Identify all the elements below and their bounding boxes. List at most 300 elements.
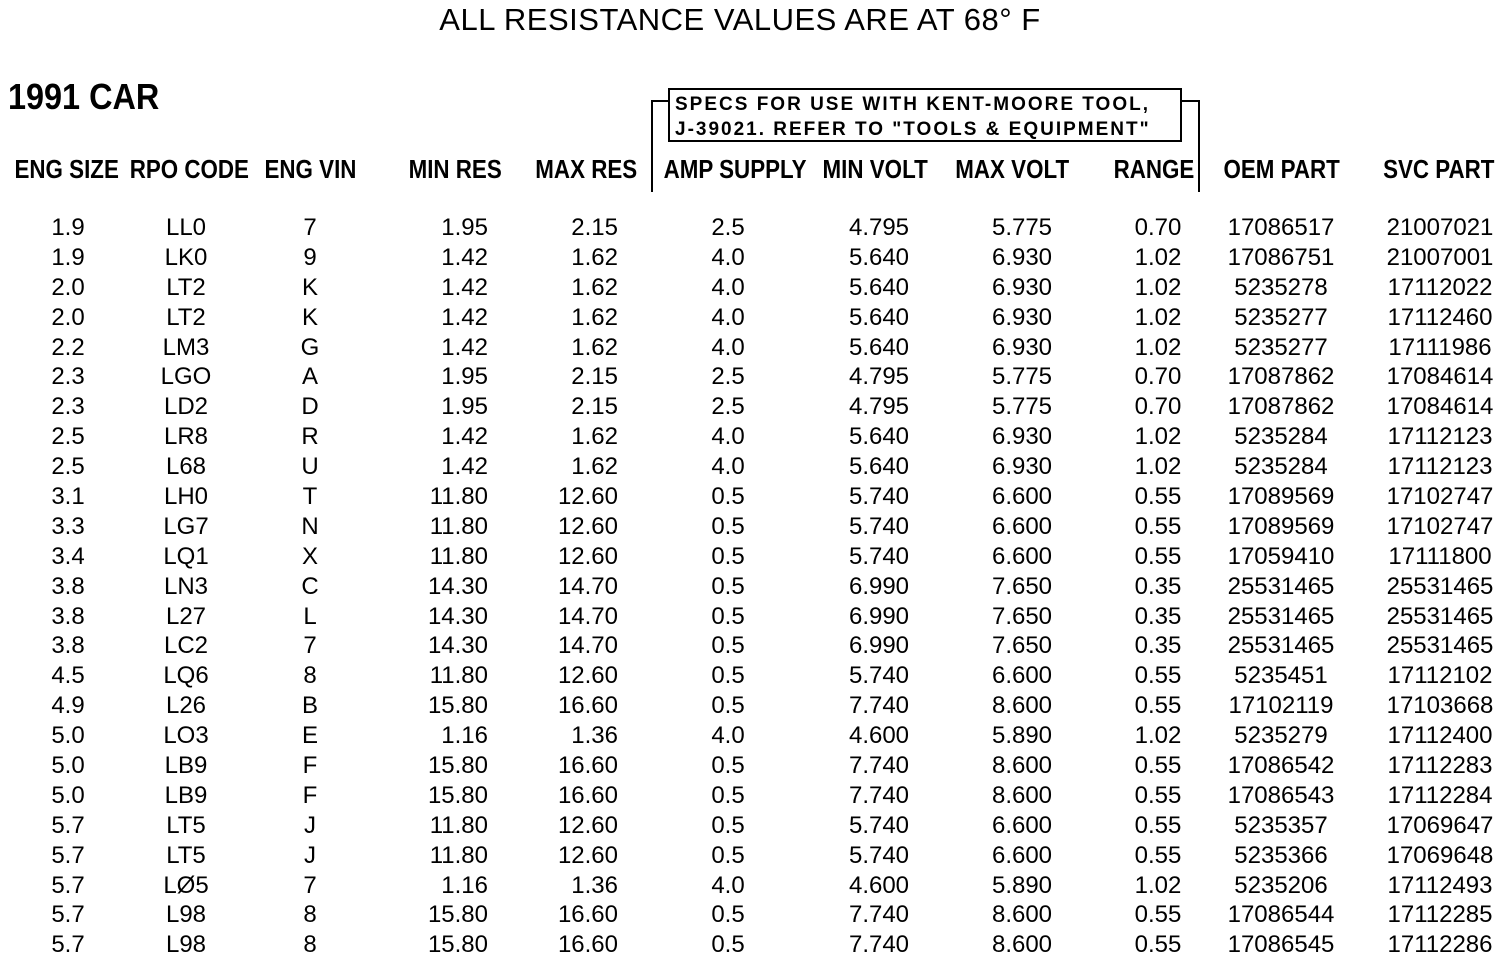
- eng-vin-cell: 8: [303, 901, 317, 929]
- max-volt-cell: 7.650: [991, 632, 1053, 660]
- max-volt-cell: 8.600: [991, 901, 1053, 929]
- range-cell: 1.02: [1134, 722, 1182, 750]
- oem-part-cell: 17087862: [1227, 363, 1335, 391]
- range-cell: 0.55: [1134, 931, 1182, 959]
- header-oem-part: OEM PART: [1223, 154, 1341, 184]
- max-res-cell: 16.60: [557, 901, 618, 929]
- oem-part-cell: 25531465: [1227, 602, 1335, 630]
- rpo-code-cell: LL0: [165, 214, 207, 241]
- amp-supply-cell: 4.0: [711, 871, 745, 899]
- eng-size-cell: 2.3: [51, 393, 85, 421]
- svc-part-cell: 17112285: [1387, 901, 1493, 929]
- eng-size-cell: 3.3: [51, 512, 85, 540]
- min-res-cell: 11.80: [429, 542, 488, 570]
- min-res-cell: 15.80: [427, 931, 488, 959]
- oem-part-cell: 17086751: [1227, 243, 1335, 271]
- eng-vin-cell: D: [301, 393, 319, 421]
- eng-size-cell: 3.8: [51, 602, 85, 630]
- rpo-code-cell: LH0: [163, 483, 209, 511]
- min-res-cell: 1.42: [441, 273, 488, 301]
- eng-vin-cell: K: [301, 303, 318, 331]
- header-eng-size: ENG SIZE: [14, 154, 119, 184]
- min-volt-cell: 5.740: [848, 512, 910, 540]
- min-volt-cell: 6.990: [848, 632, 910, 660]
- amp-supply-cell: 0.5: [711, 512, 745, 540]
- min-volt-cell: 5.740: [848, 483, 910, 511]
- svc-part-cell: 17112493: [1387, 871, 1493, 899]
- range-cell: 0.55: [1134, 512, 1182, 540]
- amp-supply-cell: 0.5: [711, 752, 745, 780]
- eng-size-cell: 5.0: [51, 722, 85, 750]
- amp-supply-cell: 0.5: [711, 542, 745, 570]
- min-volt-cell: 5.640: [848, 333, 910, 361]
- table-row: [0, 572, 1504, 602]
- header-eng-vin: ENG VIN: [264, 154, 356, 184]
- min-volt-cell: 4.600: [848, 871, 910, 899]
- amp-supply-cell: 0.5: [711, 901, 745, 929]
- amp-supply-cell: 4.0: [711, 423, 745, 451]
- amp-supply-cell: 0.5: [711, 931, 745, 959]
- range-cell: 0.55: [1134, 692, 1182, 720]
- svc-part-cell: 17112123: [1387, 453, 1493, 481]
- max-volt-cell: 6.600: [991, 483, 1053, 511]
- table-row: [0, 781, 1504, 811]
- min-volt-cell: 5.740: [848, 542, 910, 570]
- rpo-code-cell: LD2: [163, 393, 209, 421]
- eng-vin-cell: A: [301, 363, 318, 391]
- rpo-code-cell: LØ5: [163, 871, 209, 899]
- rpo-code-cell: LGO: [160, 363, 212, 391]
- max-res-cell: 1.36: [571, 871, 618, 899]
- amp-supply-cell: 0.5: [711, 632, 745, 660]
- eng-vin-cell: U: [301, 453, 319, 481]
- rpo-code-cell: LB9: [164, 781, 208, 809]
- oem-part-cell: 5235284: [1234, 453, 1328, 481]
- table-row: [0, 811, 1504, 841]
- min-volt-cell: 5.740: [848, 811, 910, 839]
- max-volt-cell: 8.600: [991, 692, 1053, 720]
- max-res-cell: 16.60: [557, 781, 618, 809]
- range-cell: 0.70: [1134, 363, 1182, 391]
- range-cell: 0.55: [1134, 483, 1182, 511]
- eng-size-cell: 5.7: [51, 931, 85, 959]
- max-volt-cell: 8.600: [991, 781, 1053, 809]
- table-row: [0, 661, 1504, 691]
- max-volt-cell: 6.930: [991, 453, 1053, 481]
- oem-part-cell: 5235366: [1234, 841, 1328, 869]
- rpo-code-cell: LQ6: [163, 662, 209, 690]
- max-volt-cell: 6.600: [991, 512, 1053, 540]
- amp-supply-cell: 0.5: [711, 602, 745, 630]
- min-res-cell: 1.95: [441, 393, 488, 421]
- eng-size-cell: 2.5: [51, 453, 85, 481]
- max-res-cell: 12.60: [557, 542, 618, 570]
- eng-size-cell: 1.9: [51, 243, 85, 271]
- min-res-cell: 1.42: [441, 333, 488, 361]
- eng-vin-cell: 9: [303, 243, 317, 271]
- eng-size-cell: 1.9: [51, 214, 85, 241]
- header-range: RANGE: [1113, 154, 1195, 184]
- min-res-cell: 11.80: [429, 662, 488, 690]
- max-volt-cell: 7.650: [991, 572, 1053, 600]
- min-res-cell: 11.80: [429, 811, 488, 839]
- spec-note-line1: SPECS FOR USE WITH KENT-MOORE TOOL,: [675, 94, 1151, 115]
- max-volt-cell: 6.930: [991, 303, 1053, 331]
- min-res-cell: 11.80: [429, 841, 488, 869]
- oem-part-cell: 17059410: [1227, 542, 1335, 570]
- max-volt-cell: 6.600: [991, 811, 1053, 839]
- oem-part-cell: 17086517: [1227, 214, 1335, 241]
- max-volt-cell: 6.930: [991, 333, 1053, 361]
- max-volt-cell: 5.890: [991, 722, 1053, 750]
- min-res-cell: 1.95: [441, 363, 488, 391]
- rpo-code-cell: L98: [165, 931, 207, 959]
- oem-part-cell: 5235451: [1234, 662, 1328, 690]
- amp-supply-cell: 4.0: [711, 303, 745, 331]
- table-row: [0, 542, 1504, 572]
- header-max-res: MAX RES: [535, 154, 637, 184]
- max-volt-cell: 5.775: [991, 363, 1053, 391]
- svc-part-cell: 17102747: [1386, 483, 1494, 511]
- max-res-cell: 12.60: [557, 811, 618, 839]
- range-cell: 0.55: [1134, 781, 1182, 809]
- table-row: [0, 333, 1504, 363]
- range-cell: 0.35: [1134, 572, 1182, 600]
- min-res-cell: 1.16: [441, 871, 488, 899]
- min-volt-cell: 6.990: [848, 572, 910, 600]
- eng-vin-cell: N: [301, 512, 319, 540]
- min-res-cell: 1.42: [441, 303, 488, 331]
- min-volt-cell: 7.740: [848, 931, 910, 959]
- svc-part-cell: 17111986: [1388, 333, 1492, 361]
- eng-vin-cell: 7: [303, 214, 317, 241]
- amp-supply-cell: 4.0: [711, 243, 745, 271]
- oem-part-cell: 25531465: [1227, 632, 1335, 660]
- eng-size-cell: 3.8: [51, 632, 85, 660]
- eng-size-cell: 5.7: [51, 841, 85, 869]
- max-res-cell: 16.60: [557, 931, 618, 959]
- min-res-cell: 14.30: [427, 632, 488, 660]
- min-volt-cell: 6.990: [848, 602, 910, 630]
- eng-vin-cell: G: [300, 333, 320, 361]
- eng-size-cell: 2.5: [51, 423, 85, 451]
- eng-vin-cell: 7: [303, 632, 317, 660]
- max-res-cell: 2.15: [571, 363, 618, 391]
- range-cell: 0.70: [1134, 214, 1182, 241]
- page-title: ALL RESISTANCE VALUES ARE AT 68° F: [439, 2, 1041, 37]
- oem-part-cell: 5235357: [1234, 811, 1328, 839]
- min-res-cell: 15.80: [427, 901, 488, 929]
- svc-part-cell: 17112460: [1387, 303, 1493, 331]
- max-volt-cell: 8.600: [991, 931, 1053, 959]
- min-volt-cell: 7.740: [848, 752, 910, 780]
- eng-vin-cell: F: [302, 781, 318, 809]
- rpo-code-cell: LO3: [163, 722, 209, 750]
- range-cell: 0.55: [1134, 841, 1182, 869]
- svc-part-cell: 25531465: [1386, 602, 1494, 630]
- rpo-code-cell: L27: [165, 602, 207, 630]
- min-volt-cell: 4.795: [848, 214, 910, 241]
- max-res-cell: 14.70: [557, 572, 618, 600]
- eng-vin-cell: 8: [303, 931, 317, 959]
- range-cell: 1.02: [1134, 273, 1182, 301]
- min-volt-cell: 5.740: [848, 841, 910, 869]
- eng-size-cell: 5.0: [51, 781, 85, 809]
- amp-supply-cell: 0.5: [711, 662, 745, 690]
- svc-part-cell: 25531465: [1386, 632, 1494, 660]
- table-row: [0, 602, 1504, 632]
- min-volt-cell: 5.640: [848, 423, 910, 451]
- svc-part-cell: 17112283: [1387, 752, 1493, 780]
- svc-part-cell: 17112102: [1387, 662, 1493, 690]
- max-res-cell: 12.60: [557, 512, 618, 540]
- max-volt-cell: 6.930: [991, 423, 1053, 451]
- rpo-code-cell: LG7: [163, 512, 209, 540]
- section-heading: 1991 CAR: [8, 76, 160, 117]
- range-cell: 0.55: [1134, 811, 1182, 839]
- svc-part-cell: 17111800: [1388, 542, 1492, 570]
- range-cell: 1.02: [1134, 243, 1182, 271]
- range-cell: 0.35: [1134, 602, 1182, 630]
- range-cell: 1.02: [1134, 871, 1182, 899]
- range-cell: 0.55: [1134, 662, 1182, 690]
- max-volt-cell: 6.600: [991, 841, 1053, 869]
- max-volt-cell: 5.775: [991, 393, 1053, 421]
- rpo-code-cell: LM3: [162, 333, 210, 361]
- oem-part-cell: 17086544: [1227, 901, 1335, 929]
- table-row: [0, 422, 1504, 452]
- rpo-code-cell: L26: [165, 692, 207, 720]
- table-row: [0, 392, 1504, 422]
- spec-note-box: [668, 88, 1182, 142]
- eng-size-cell: 5.7: [51, 811, 85, 839]
- min-res-cell: 14.30: [427, 572, 488, 600]
- table-row: [0, 721, 1504, 751]
- max-res-cell: 12.60: [557, 483, 618, 511]
- svc-part-cell: 17112400: [1387, 722, 1493, 750]
- svc-part-cell: 17112022: [1387, 273, 1493, 301]
- max-res-cell: 16.60: [557, 752, 618, 780]
- oem-part-cell: 5235277: [1234, 333, 1328, 361]
- eng-vin-cell: K: [301, 273, 318, 301]
- eng-vin-cell: L: [303, 602, 317, 630]
- eng-size-cell: 5.7: [51, 871, 85, 899]
- amp-supply-cell: 0.5: [711, 572, 745, 600]
- eng-size-cell: 3.1: [51, 483, 85, 511]
- max-res-cell: 1.62: [571, 273, 618, 301]
- table-row: [0, 751, 1504, 781]
- table-row: [0, 303, 1504, 333]
- eng-size-cell: 3.8: [51, 572, 85, 600]
- oem-part-cell: 5235277: [1234, 303, 1328, 331]
- max-volt-cell: 6.930: [991, 243, 1053, 271]
- max-res-cell: 2.15: [571, 214, 618, 241]
- eng-size-cell: 2.0: [51, 303, 85, 331]
- max-res-cell: 12.60: [557, 841, 618, 869]
- min-res-cell: 11.80: [429, 512, 488, 540]
- amp-supply-cell: 0.5: [711, 483, 745, 511]
- min-res-cell: 15.80: [427, 781, 488, 809]
- oem-part-cell: 5235284: [1234, 423, 1328, 451]
- min-res-cell: 1.16: [441, 722, 488, 750]
- svc-part-cell: 17112284: [1387, 781, 1493, 809]
- header-min-res: MIN RES: [408, 154, 502, 184]
- oem-part-cell: 25531465: [1227, 572, 1335, 600]
- max-res-cell: 12.60: [557, 662, 618, 690]
- table-row: [0, 900, 1504, 930]
- eng-vin-cell: C: [301, 572, 319, 600]
- oem-part-cell: 5235279: [1234, 722, 1328, 750]
- max-res-cell: 1.36: [571, 722, 618, 750]
- amp-supply-cell: 2.5: [711, 363, 745, 391]
- eng-size-cell: 3.4: [51, 542, 85, 570]
- max-res-cell: 2.15: [571, 393, 618, 421]
- range-cell: 0.55: [1134, 901, 1182, 929]
- table-row: [0, 273, 1504, 303]
- svc-part-cell: 25531465: [1386, 572, 1494, 600]
- min-volt-cell: 7.740: [848, 901, 910, 929]
- amp-supply-cell: 4.0: [711, 273, 745, 301]
- spec-table-body: [0, 213, 1504, 960]
- svc-part-cell: 17069648: [1386, 841, 1494, 869]
- max-res-cell: 1.62: [571, 303, 618, 331]
- eng-size-cell: 4.9: [51, 692, 85, 720]
- spec-note-line2: J-39021. REFER TO "TOOLS & EQUIPMENT": [675, 119, 1151, 140]
- oem-part-cell: 17089569: [1227, 483, 1335, 511]
- header-min-volt: MIN VOLT: [822, 154, 928, 184]
- oem-part-cell: 17102119: [1228, 692, 1334, 720]
- amp-supply-cell: 0.5: [711, 841, 745, 869]
- min-res-cell: 11.80: [429, 483, 488, 511]
- max-res-cell: 1.62: [571, 243, 618, 271]
- oem-part-cell: 17086543: [1227, 781, 1335, 809]
- range-cell: 1.02: [1134, 453, 1182, 481]
- table-row: [0, 452, 1504, 482]
- max-res-cell: 1.62: [571, 423, 618, 451]
- max-res-cell: 1.62: [571, 453, 618, 481]
- rpo-code-cell: LT5: [166, 811, 206, 839]
- svc-part-cell: 21007001: [1386, 243, 1494, 271]
- min-res-cell: 1.42: [441, 243, 488, 271]
- amp-supply-cell: 2.5: [711, 393, 745, 421]
- amp-supply-cell: 2.5: [711, 214, 745, 241]
- table-row: [0, 482, 1504, 512]
- min-volt-cell: 5.640: [848, 303, 910, 331]
- min-res-cell: 15.80: [427, 752, 488, 780]
- min-volt-cell: 4.600: [848, 722, 910, 750]
- svc-part-cell: 17084614: [1386, 393, 1494, 421]
- rpo-code-cell: LT2: [166, 273, 206, 301]
- eng-vin-cell: 8: [303, 662, 317, 690]
- min-res-cell: 1.42: [441, 423, 488, 451]
- eng-vin-cell: 7: [303, 871, 317, 899]
- oem-part-cell: 5235206: [1234, 871, 1328, 899]
- svc-part-cell: 21007021: [1386, 214, 1494, 241]
- header-svc-part: SVC PART: [1383, 154, 1495, 184]
- amp-supply-cell: 0.5: [711, 811, 745, 839]
- min-volt-cell: 5.740: [848, 662, 910, 690]
- eng-vin-cell: B: [301, 692, 318, 720]
- header-max-volt: MAX VOLT: [955, 154, 1069, 184]
- max-volt-cell: 6.930: [991, 273, 1053, 301]
- table-row: [0, 213, 1504, 243]
- eng-size-cell: 4.5: [51, 662, 85, 690]
- amp-supply-cell: 0.5: [711, 692, 745, 720]
- header-rpo-code: RPO CODE: [129, 154, 249, 184]
- eng-size-cell: 2.0: [51, 273, 85, 301]
- eng-vin-cell: E: [301, 722, 318, 750]
- range-cell: 0.55: [1134, 542, 1182, 570]
- rpo-code-cell: LT5: [166, 841, 206, 869]
- eng-vin-cell: X: [301, 542, 318, 570]
- rpo-code-cell: LB9: [164, 752, 208, 780]
- rpo-code-cell: L98: [165, 901, 207, 929]
- eng-size-cell: 2.2: [51, 333, 85, 361]
- rpo-code-cell: L68: [165, 453, 207, 481]
- min-volt-cell: 5.640: [848, 273, 910, 301]
- max-res-cell: 1.62: [571, 333, 618, 361]
- min-volt-cell: 5.640: [848, 453, 910, 481]
- max-res-cell: 14.70: [557, 632, 618, 660]
- rpo-code-cell: LT2: [166, 303, 206, 331]
- svc-part-cell: 17103668: [1386, 692, 1494, 720]
- oem-part-cell: 5235278: [1234, 273, 1328, 301]
- svc-part-cell: 17102747: [1386, 512, 1494, 540]
- oem-part-cell: 17089569: [1227, 512, 1335, 540]
- max-volt-cell: 5.890: [991, 871, 1053, 899]
- min-res-cell: 1.95: [441, 214, 488, 241]
- table-row: [0, 691, 1504, 721]
- amp-supply-cell: 4.0: [711, 722, 745, 750]
- rpo-code-cell: LN3: [163, 572, 209, 600]
- table-row: [0, 512, 1504, 542]
- range-cell: 0.70: [1134, 393, 1182, 421]
- range-cell: 0.55: [1134, 752, 1182, 780]
- min-volt-cell: 4.795: [848, 363, 910, 391]
- max-volt-cell: 8.600: [991, 752, 1053, 780]
- eng-size-cell: 5.7: [51, 901, 85, 929]
- eng-vin-cell: T: [302, 483, 318, 511]
- eng-vin-cell: F: [302, 752, 318, 780]
- rpo-code-cell: LC2: [163, 632, 209, 660]
- max-res-cell: 14.70: [557, 602, 618, 630]
- svc-part-cell: 17069647: [1386, 811, 1494, 839]
- eng-vin-cell: J: [304, 811, 316, 839]
- range-cell: 1.02: [1134, 423, 1182, 451]
- rpo-code-cell: LK0: [164, 243, 208, 271]
- eng-vin-cell: J: [304, 841, 316, 869]
- rpo-code-cell: LQ1: [163, 542, 209, 570]
- range-cell: 0.35: [1134, 632, 1182, 660]
- min-res-cell: 15.80: [427, 692, 488, 720]
- eng-vin-cell: R: [301, 423, 319, 451]
- min-volt-cell: 7.740: [848, 781, 910, 809]
- min-volt-cell: 4.795: [848, 393, 910, 421]
- min-res-cell: 14.30: [427, 602, 488, 630]
- oem-part-cell: 17087862: [1227, 393, 1335, 421]
- oem-part-cell: 17086542: [1227, 752, 1335, 780]
- table-row: [0, 841, 1504, 871]
- eng-size-cell: 2.3: [51, 363, 85, 391]
- amp-supply-cell: 0.5: [711, 781, 745, 809]
- table-row: [0, 362, 1504, 392]
- eng-size-cell: 5.0: [51, 752, 85, 780]
- header-amp-supply: AMP SUPPLY: [663, 154, 807, 184]
- max-volt-cell: 5.775: [991, 214, 1053, 241]
- amp-supply-cell: 4.0: [711, 453, 745, 481]
- table-row: [0, 930, 1504, 960]
- max-volt-cell: 6.600: [991, 662, 1053, 690]
